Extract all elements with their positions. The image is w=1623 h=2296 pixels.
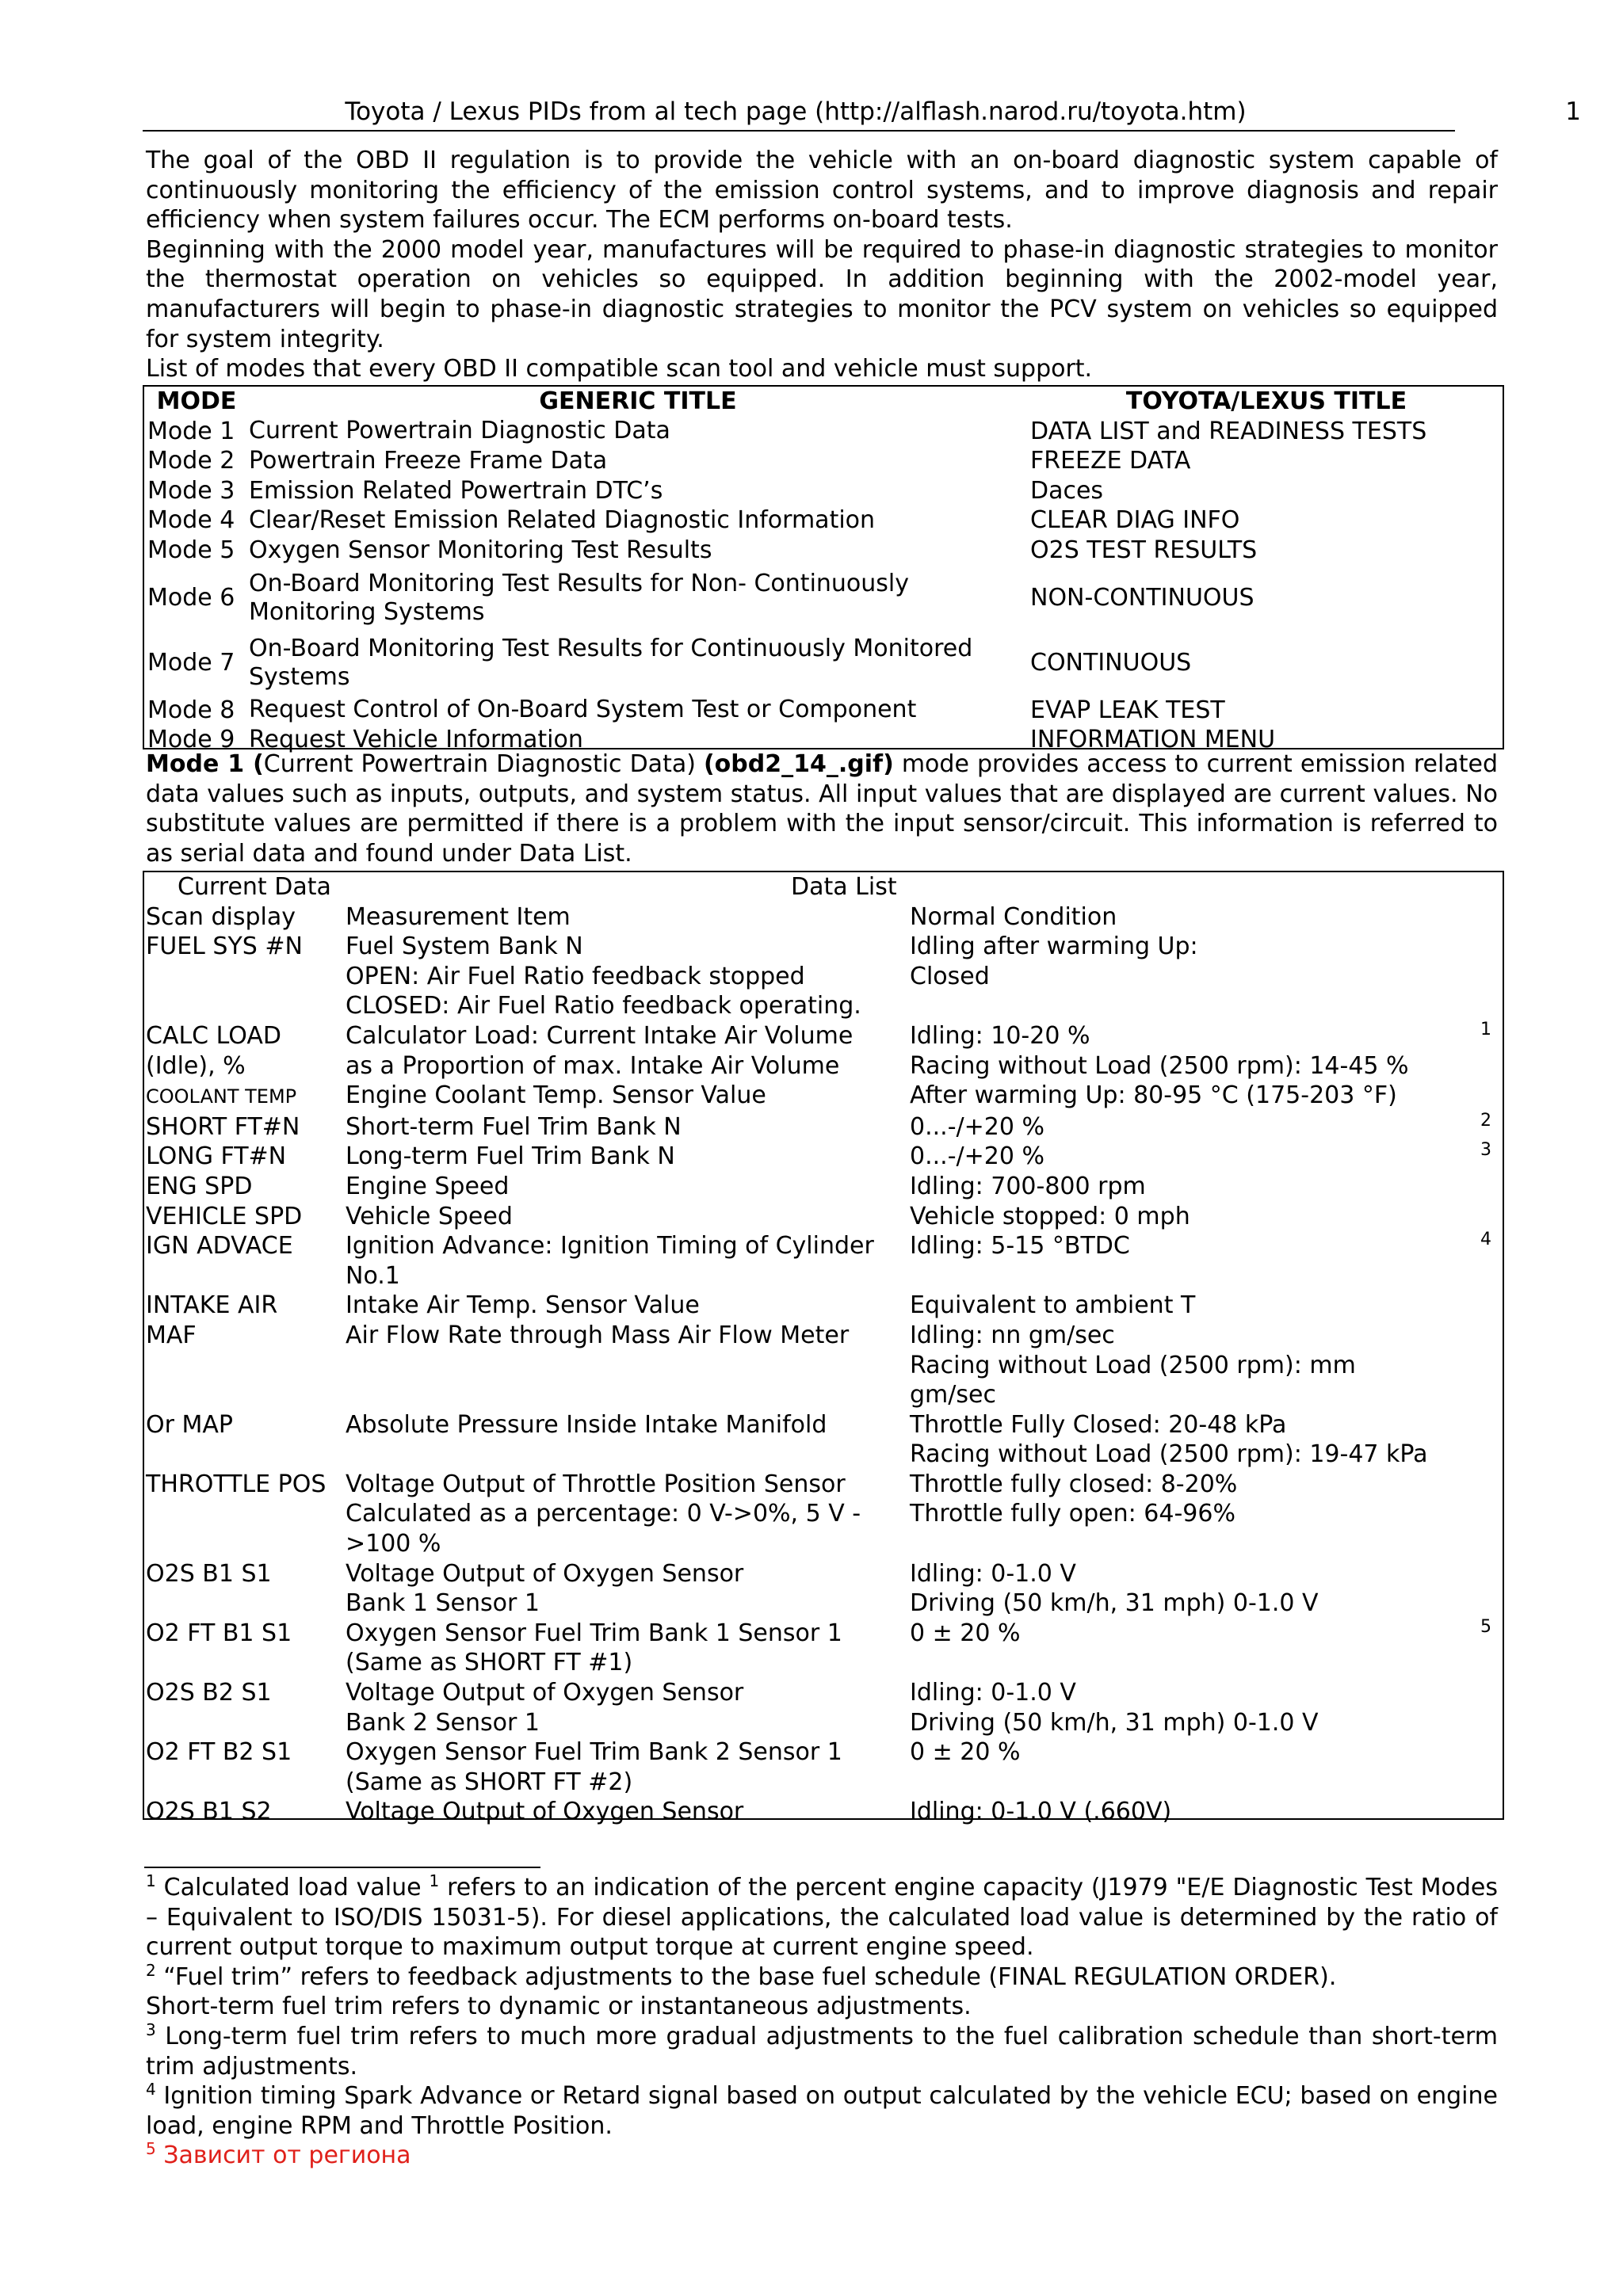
mode1-section bbox=[146, 749, 1498, 868]
header-scan-display: Scan display bbox=[146, 902, 296, 931]
normal-condition-cell bbox=[908, 1616, 1503, 1649]
footnote-2 bbox=[146, 1962, 1498, 1993]
scan-display-cell bbox=[144, 1797, 344, 1827]
normal-condition-cell bbox=[908, 1768, 1503, 1798]
scan-display-cell bbox=[144, 1142, 344, 1172]
normal-condition-cell-text: Idling: 700-800 rpm bbox=[910, 1172, 1146, 1200]
measurement-item-cell-text: Bank 2 Sensor 1 bbox=[346, 1708, 540, 1737]
normal-condition-cell bbox=[908, 1708, 1503, 1738]
normal-condition-cell-text: Idling: 0-1.0 V (.660V) bbox=[910, 1798, 1172, 1826]
scan-display-cell bbox=[144, 1081, 344, 1112]
measurement-item-cell bbox=[344, 1708, 908, 1738]
footnote-1-inner-marker: 1 bbox=[429, 1871, 440, 1890]
measurement-item-cell-text: (Same as SHORT FT #1) bbox=[346, 1649, 633, 1677]
measurement-item-cell-text: CLOSED: Air Fuel Ratio feedback operating. bbox=[346, 992, 861, 1020]
measurement-item-cell-text: Air Flow Rate through Mass Air Flow Meter bbox=[346, 1321, 850, 1349]
measurement-item-cell bbox=[344, 1499, 908, 1529]
normal-condition-cell bbox=[908, 1440, 1503, 1470]
footnote-rule bbox=[144, 1867, 540, 1868]
measurement-item-cell bbox=[344, 1351, 908, 1381]
mode1-paragraph bbox=[146, 749, 1498, 868]
header-rule bbox=[143, 130, 1455, 132]
page-number: 1 bbox=[1565, 97, 1581, 126]
scan-display-cell bbox=[144, 1708, 344, 1738]
mode-cell: Mode 4 bbox=[147, 506, 235, 535]
measurement-item-cell-text: Calculated as a percentage: 0 V->0%, 5 V - bbox=[346, 1500, 861, 1528]
measurement-item-cell bbox=[344, 991, 908, 1021]
generic-title-cell: Request Control of On-Board System Test or Component bbox=[249, 696, 917, 724]
measurement-item-cell bbox=[344, 1081, 908, 1112]
scan-display-cell bbox=[144, 1410, 344, 1440]
scan-display-cell bbox=[144, 1231, 344, 1261]
scan-display-cell bbox=[144, 932, 344, 962]
scan-display-cell-text: O2S B2 S1 bbox=[146, 1679, 272, 1707]
normal-condition-cell bbox=[908, 1351, 1503, 1381]
footnote-1-marker: 1 bbox=[146, 1871, 156, 1890]
footnote-reference: 3 bbox=[1480, 1140, 1491, 1161]
normal-condition-cell bbox=[908, 991, 1503, 1021]
data-list-row bbox=[144, 1231, 1503, 1261]
normal-condition-cell-text: Throttle fully open: 64-96% bbox=[910, 1500, 1235, 1528]
toyota-title-cell: CONTINUOUS bbox=[1030, 648, 1192, 677]
scan-display-cell bbox=[144, 1648, 344, 1678]
normal-condition-cell bbox=[908, 1021, 1503, 1051]
scan-display-cell-text: INTAKE AIR bbox=[146, 1291, 278, 1320]
normal-condition-cell bbox=[908, 1231, 1503, 1261]
data-list-row bbox=[144, 1172, 1503, 1202]
mode1-rest: mode provides access to current emission related data values such as inputs, outputs, and system status. All input values that are displayed are current values. No substitute values are permitted if there is a problem with the input sensor/circuit. This information is referred to as serial data and found under Data List. bbox=[146, 750, 1498, 868]
footnote-5-text: Зависит от региона bbox=[155, 2142, 411, 2170]
normal-condition-cell-text: Throttle Fully Closed: 20-48 kPa bbox=[910, 1410, 1287, 1439]
intro-paragraph-3: List of modes that every OBD II compatible scan tool and vehicle must support. bbox=[146, 355, 1093, 383]
measurement-item-cell-text: OPEN: Air Fuel Ratio feedback stopped bbox=[346, 962, 805, 990]
normal-condition-cell bbox=[908, 1678, 1503, 1708]
normal-condition-cell-text: Vehicle stopped: 0 mph bbox=[910, 1202, 1190, 1230]
scan-display-cell bbox=[144, 1470, 344, 1500]
normal-condition-cell-text: Driving (50 km/h, 31 mph) 0-1.0 V bbox=[910, 1589, 1319, 1618]
normal-condition-cell-text: Idling: nn gm/sec bbox=[910, 1321, 1115, 1349]
measurement-item-cell-text: >100 % bbox=[346, 1530, 441, 1558]
scan-display-cell-text: LONG FT#N bbox=[146, 1142, 287, 1171]
measurement-item-cell bbox=[344, 1172, 908, 1202]
toyota-title-cell: NON-CONTINUOUS bbox=[1030, 583, 1254, 612]
normal-condition-cell bbox=[908, 1797, 1503, 1827]
scan-display-cell-text: MAF bbox=[146, 1321, 197, 1349]
measurement-item-cell bbox=[344, 962, 908, 992]
mode-cell: Mode 1 bbox=[147, 417, 235, 445]
scan-display-cell-text: THROTTLE POS bbox=[146, 1470, 327, 1498]
normal-condition-cell bbox=[908, 1261, 1503, 1291]
measurement-item-cell-text: Oxygen Sensor Fuel Trim Bank 2 Sensor 1 bbox=[346, 1738, 842, 1767]
measurement-item-cell bbox=[344, 1231, 908, 1261]
generic-title-cell: On-Board Monitoring Test Results for Continuously Monitored Systems bbox=[249, 634, 973, 691]
generic-title-cell: Request Vehicle Information bbox=[249, 725, 583, 753]
measurement-item-cell bbox=[344, 1648, 908, 1678]
normal-condition-cell bbox=[908, 1142, 1503, 1172]
measurement-item-cell bbox=[344, 1291, 908, 1321]
normal-condition-cell-text: Closed bbox=[910, 962, 990, 990]
normal-condition-cell bbox=[908, 1410, 1503, 1440]
data-list-row bbox=[144, 1737, 1503, 1768]
normal-condition-cell-text: gm/sec bbox=[910, 1381, 996, 1409]
normal-condition-cell bbox=[908, 1112, 1503, 1142]
footnote-4 bbox=[146, 2081, 1498, 2141]
mode1-lead: Mode 1 ( bbox=[146, 750, 264, 778]
data-list-row bbox=[144, 991, 1503, 1021]
footnote-2-line-2: Short-term fuel trim refers to dynamic or instantaneous adjustments. bbox=[146, 1993, 972, 2021]
mode-row bbox=[144, 696, 1503, 726]
modes-header-toyota: TOYOTA/LEXUS TITLE bbox=[1125, 387, 1407, 415]
header-title: Toyota / Lexus PIDs from al tech page (http://alflash.narod.ru/toyota.htm) bbox=[345, 97, 1247, 126]
footnote-3-text: Long-term fuel trim refers to much more gradual adjustments to the fuel calibration schedule than short-term trim adjustments. bbox=[146, 2022, 1498, 2081]
data-list-row bbox=[144, 1021, 1503, 1051]
normal-condition-cell-text: Driving (50 km/h, 31 mph) 0-1.0 V bbox=[910, 1708, 1319, 1737]
normal-condition-cell-text: 0 ± 20 % bbox=[910, 1738, 1021, 1767]
measurement-item-cell bbox=[344, 1021, 908, 1051]
data-list-row bbox=[144, 1051, 1503, 1081]
normal-condition-cell-text: 0 ± 20 % bbox=[910, 1619, 1021, 1647]
scan-display-cell bbox=[144, 962, 344, 992]
normal-condition-cell-text: 0...-/+20 % bbox=[910, 1112, 1044, 1141]
intro-section bbox=[146, 146, 1498, 384]
mode1-file: (obd2_14_.gif) bbox=[703, 750, 894, 778]
data-list-row bbox=[144, 932, 1503, 962]
data-list-title-row bbox=[144, 872, 1503, 902]
measurement-item-cell-text: Long-term Fuel Trim Bank N bbox=[346, 1142, 675, 1171]
scan-display-cell-text: CALC LOAD bbox=[146, 1021, 282, 1050]
measurement-item-cell-text: Engine Coolant Temp. Sensor Value bbox=[346, 1081, 766, 1110]
scan-display-cell-text: COOLANT TEMP bbox=[146, 1085, 297, 1108]
scan-display-cell bbox=[144, 1499, 344, 1529]
normal-condition-cell bbox=[908, 1172, 1503, 1202]
scan-display-cell bbox=[144, 1291, 344, 1321]
footnotes bbox=[146, 1873, 1498, 2171]
normal-condition-cell-text: Idling: 0-1.0 V bbox=[910, 1559, 1076, 1588]
mode-row bbox=[144, 505, 1503, 536]
normal-condition-cell bbox=[908, 1202, 1503, 1232]
normal-condition-cell bbox=[908, 1380, 1503, 1410]
scan-display-cell bbox=[144, 1112, 344, 1142]
measurement-item-cell bbox=[344, 1440, 908, 1470]
footnote-reference: 1 bbox=[1480, 1019, 1491, 1039]
measurement-item-cell bbox=[344, 1529, 908, 1559]
footnote-1-text-b: refers to an indication of the percent engine capacity (J1979 "E/E Diagnostic Test Modes – Equivalent to ISO/DIS 15031-5). For diesel applications, the calculated load value is determined by the ratio of current output torque to maximum output torque at current engine speed. bbox=[146, 1874, 1498, 1962]
intro-paragraph-1: The goal of the OBD II regulation is to provide the vehicle with an on-board diagnostic system capable of continuously monitoring the efficiency of the emission control systems, and to improve diagnosis and repair efficiency when system failures occur. The ECM performs on-board tests. bbox=[146, 147, 1498, 235]
scan-display-cell-text: VEHICLE SPD bbox=[146, 1202, 303, 1230]
scan-display-cell-text: ENG SPD bbox=[146, 1172, 253, 1200]
measurement-item-cell bbox=[344, 1737, 908, 1768]
normal-condition-cell bbox=[908, 1589, 1503, 1619]
measurement-item-cell bbox=[344, 932, 908, 962]
normal-condition-cell-text: Idling: 10-20 % bbox=[910, 1021, 1090, 1050]
data-list-row bbox=[144, 1470, 1503, 1500]
data-list-row bbox=[144, 1499, 1503, 1529]
normal-condition-cell bbox=[908, 1051, 1503, 1081]
normal-condition-cell bbox=[908, 1499, 1503, 1529]
footnote-4-marker: 4 bbox=[146, 2080, 156, 2100]
scan-display-cell bbox=[144, 1321, 344, 1351]
normal-condition-cell-text: Idling: 5-15 °BTDC bbox=[910, 1232, 1130, 1261]
scan-display-cell bbox=[144, 1768, 344, 1798]
measurement-item-cell-text: Ignition Advance: Ignition Timing of Cylinder bbox=[346, 1232, 874, 1261]
mode-cell: Mode 9 bbox=[147, 726, 235, 754]
mode-row bbox=[144, 631, 1503, 696]
measurement-item-cell bbox=[344, 1142, 908, 1172]
measurement-item-cell bbox=[344, 1470, 908, 1500]
normal-condition-cell-text: Idling after warming Up: bbox=[910, 933, 1198, 961]
data-list-row bbox=[144, 1261, 1503, 1291]
scan-display-cell bbox=[144, 1261, 344, 1291]
generic-title-cell: Powertrain Freeze Frame Data bbox=[249, 446, 608, 475]
footnote-3 bbox=[146, 2019, 1498, 2081]
modes-header-mode: MODE bbox=[156, 387, 237, 415]
data-list-table bbox=[143, 871, 1504, 1826]
footnote-5-marker: 5 bbox=[146, 2139, 156, 2159]
normal-condition-cell bbox=[908, 1648, 1503, 1678]
mode-row bbox=[144, 536, 1503, 566]
normal-condition-cell-text: After warming Up: 80-95 °C (175-203 °F) bbox=[910, 1081, 1397, 1110]
data-list-header-row bbox=[144, 902, 1503, 933]
generic-title-cell: Current Powertrain Diagnostic Data bbox=[249, 417, 670, 445]
data-list-row bbox=[144, 1529, 1503, 1559]
measurement-item-cell bbox=[344, 1112, 908, 1142]
scan-display-cell-text: O2 FT B2 S1 bbox=[146, 1738, 292, 1767]
scan-display-cell-text: O2S B1 S1 bbox=[146, 1559, 272, 1588]
footnote-reference: 5 bbox=[1480, 1616, 1491, 1637]
data-list-row bbox=[144, 1351, 1503, 1381]
measurement-item-cell-text: Absolute Pressure Inside Intake Manifold bbox=[346, 1410, 827, 1439]
page-header bbox=[143, 93, 1581, 130]
measurement-item-cell-text: Voltage Output of Oxygen Sensor bbox=[346, 1798, 744, 1826]
toyota-title-cell: EVAP LEAK TEST bbox=[1030, 696, 1225, 724]
measurement-item-cell-text: (Same as SHORT FT #2) bbox=[346, 1768, 633, 1796]
normal-condition-cell-text: Throttle fully closed: 8-20% bbox=[910, 1470, 1238, 1498]
scan-display-cell-text: IGN ADVACE bbox=[146, 1232, 293, 1261]
normal-condition-cell-text: Racing without Load (2500 rpm): 14-45 % bbox=[910, 1051, 1409, 1080]
mode-row bbox=[144, 417, 1503, 447]
measurement-item-cell-text: Calculator Load: Current Intake Air Volume bbox=[346, 1021, 854, 1050]
mode-row bbox=[144, 566, 1503, 631]
modes-header-row bbox=[144, 387, 1503, 417]
normal-condition-cell-text: Racing without Load (2500 rpm): 19-47 kPa bbox=[910, 1440, 1428, 1469]
data-list-row bbox=[144, 1321, 1503, 1351]
footnote-1-text-a: Calculated load value bbox=[155, 1874, 430, 1901]
scan-display-cell bbox=[144, 991, 344, 1021]
measurement-item-cell bbox=[344, 1202, 908, 1232]
measurement-item-cell bbox=[344, 1619, 908, 1649]
toyota-title-cell: O2S TEST RESULTS bbox=[1030, 536, 1258, 564]
data-list-row bbox=[144, 1081, 1503, 1112]
footnote-5 bbox=[146, 2141, 1498, 2171]
scan-display-cell-text: FUEL SYS #N bbox=[146, 933, 303, 961]
data-list-label: Data List bbox=[791, 873, 897, 901]
toyota-title-cell: Daces bbox=[1030, 476, 1104, 505]
scan-display-cell bbox=[144, 1559, 344, 1589]
scan-display-cell bbox=[144, 1619, 344, 1649]
generic-title-cell: On-Board Monitoring Test Results for Non- Continuously Monitoring Systems bbox=[249, 569, 910, 626]
normal-condition-cell-text: Idling: 0-1.0 V bbox=[910, 1679, 1076, 1707]
normal-condition-cell bbox=[908, 1529, 1503, 1559]
scan-display-cell bbox=[144, 1440, 344, 1470]
normal-condition-cell-text: Racing without Load (2500 rpm): mm bbox=[910, 1351, 1356, 1379]
scan-display-cell bbox=[144, 1172, 344, 1202]
toyota-title-cell: DATA LIST and READINESS TESTS bbox=[1030, 417, 1427, 445]
measurement-item-cell-text: Intake Air Temp. Sensor Value bbox=[346, 1291, 700, 1320]
mode-cell: Mode 8 bbox=[147, 696, 235, 724]
measurement-item-cell-text: Engine Speed bbox=[346, 1172, 510, 1200]
normal-condition-cell bbox=[908, 1559, 1503, 1589]
normal-condition-cell bbox=[908, 1321, 1503, 1351]
data-list-row bbox=[144, 1768, 1503, 1798]
header-measurement-item: Measurement Item bbox=[346, 902, 571, 931]
data-list-row bbox=[144, 1678, 1503, 1708]
measurement-item-cell-text: Voltage Output of Oxygen Sensor bbox=[346, 1679, 744, 1707]
normal-condition-cell bbox=[908, 932, 1503, 962]
footnote-2-text: “Fuel trim” refers to feedback adjustments to the base fuel schedule (FINAL REGULATION ORDER). bbox=[155, 1962, 1337, 1991]
footnote-reference: 4 bbox=[1480, 1230, 1491, 1250]
generic-title-cell: Emission Related Powertrain DTC’s bbox=[249, 476, 663, 505]
scan-display-cell bbox=[144, 1737, 344, 1768]
measurement-item-cell-text: Oxygen Sensor Fuel Trim Bank 1 Sensor 1 bbox=[346, 1619, 842, 1647]
modes-table bbox=[143, 385, 1504, 754]
modes-header-generic: GENERIC TITLE bbox=[539, 387, 737, 415]
measurement-item-cell bbox=[344, 1410, 908, 1440]
data-list-row bbox=[144, 1410, 1503, 1440]
measurement-item-cell bbox=[344, 1321, 908, 1351]
data-list-row bbox=[144, 1380, 1503, 1410]
normal-condition-cell bbox=[908, 1737, 1503, 1768]
measurement-item-cell-text: Voltage Output of Oxygen Sensor bbox=[346, 1559, 744, 1588]
scan-display-cell bbox=[144, 1021, 344, 1051]
scan-display-cell-text: O2 FT B1 S1 bbox=[146, 1619, 292, 1647]
current-data-label: Current Data bbox=[178, 873, 331, 901]
footnote-3-marker: 3 bbox=[146, 2019, 156, 2039]
data-list-row bbox=[144, 1708, 1503, 1738]
toyota-title-cell: INFORMATION MENU bbox=[1030, 726, 1276, 754]
scan-display-cell bbox=[144, 1589, 344, 1619]
measurement-item-cell-text: Bank 1 Sensor 1 bbox=[346, 1589, 540, 1618]
mode-cell: Mode 2 bbox=[147, 447, 235, 475]
data-list-row bbox=[144, 1559, 1503, 1589]
measurement-item-cell bbox=[344, 1051, 908, 1081]
measurement-item-cell-text: Voltage Output of Throttle Position Sensor bbox=[346, 1470, 846, 1498]
measurement-item-cell bbox=[344, 1559, 908, 1589]
normal-condition-cell bbox=[908, 1081, 1503, 1112]
measurement-item-cell bbox=[344, 1589, 908, 1619]
scan-display-cell bbox=[144, 1529, 344, 1559]
scan-display-cell bbox=[144, 1202, 344, 1232]
scan-display-cell-text: Or MAP bbox=[146, 1410, 233, 1439]
mode-cell: Mode 7 bbox=[147, 648, 235, 677]
measurement-item-cell bbox=[344, 1678, 908, 1708]
generic-title-cell: Clear/Reset Emission Related Diagnostic Information bbox=[249, 506, 876, 535]
measurement-item-cell-text: No.1 bbox=[346, 1261, 400, 1290]
measurement-item-cell bbox=[344, 1768, 908, 1798]
data-list-row bbox=[144, 1112, 1503, 1142]
data-list-row bbox=[144, 1589, 1503, 1619]
footnote-1 bbox=[146, 1873, 1498, 1962]
data-list-row bbox=[144, 1797, 1503, 1827]
data-list-row bbox=[144, 1648, 1503, 1678]
scan-display-cell bbox=[144, 1051, 344, 1081]
measurement-item-cell bbox=[344, 1797, 908, 1827]
normal-condition-cell bbox=[908, 1470, 1503, 1500]
scan-display-cell-text: (Idle), % bbox=[146, 1051, 246, 1080]
data-list-row bbox=[144, 1202, 1503, 1232]
intro-paragraph-2: Beginning with the 2000 model year, manufactures will be required to phase-in diagnostic strategies to monitor the thermostat operation on vehicles so equipped. In addition beginning with the 2002-model year, manufacturers will begin to phase-in diagnostic strategies to monitor the PCV system on vehicles so equipped for system integrity. bbox=[146, 235, 1498, 353]
measurement-item-cell bbox=[344, 1261, 908, 1291]
normal-condition-cell bbox=[908, 962, 1503, 992]
mode-row bbox=[144, 476, 1503, 506]
footnote-2-marker: 2 bbox=[146, 1960, 156, 1980]
generic-title-cell: Oxygen Sensor Monitoring Test Results bbox=[249, 536, 712, 564]
mode1-lead-text: Current Powertrain Diagnostic Data) bbox=[263, 750, 704, 778]
scan-display-cell bbox=[144, 1351, 344, 1381]
scan-display-cell-text: SHORT FT#N bbox=[146, 1112, 300, 1141]
mode-cell: Mode 6 bbox=[147, 583, 235, 612]
data-list-row bbox=[144, 1619, 1503, 1649]
scan-display-cell bbox=[144, 1380, 344, 1410]
data-list-row bbox=[144, 962, 1503, 992]
measurement-item-cell-text: Fuel System Bank N bbox=[346, 933, 583, 961]
header-normal-condition: Normal Condition bbox=[910, 902, 1117, 931]
scan-display-cell bbox=[144, 1678, 344, 1708]
measurement-item-cell-text: as a Proportion of max. Intake Air Volume bbox=[346, 1051, 840, 1080]
scan-display-cell-text: O2S B1 S2 bbox=[146, 1798, 272, 1826]
footnote-reference: 2 bbox=[1480, 1110, 1491, 1131]
measurement-item-cell bbox=[344, 1380, 908, 1410]
toyota-title-cell: CLEAR DIAG INFO bbox=[1030, 506, 1240, 535]
measurement-item-cell-text: Vehicle Speed bbox=[346, 1202, 513, 1230]
toyota-title-cell: FREEZE DATA bbox=[1030, 447, 1191, 475]
mode-cell: Mode 5 bbox=[147, 536, 235, 564]
mode-cell: Mode 3 bbox=[147, 476, 235, 505]
footnote-4-text: Ignition timing Spark Advance or Retard signal based on output calculated by the vehicle ECU; based on engine load, engine RPM and Throttle Position. bbox=[146, 2082, 1498, 2140]
data-list-row bbox=[144, 1440, 1503, 1470]
mode-row bbox=[144, 446, 1503, 476]
measurement-item-cell-text: Short-term Fuel Trim Bank N bbox=[346, 1112, 682, 1141]
data-list-row bbox=[144, 1142, 1503, 1172]
normal-condition-cell-text: 0...-/+20 % bbox=[910, 1142, 1044, 1171]
normal-condition-cell-text: Equivalent to ambient T bbox=[910, 1291, 1196, 1320]
data-list-row bbox=[144, 1291, 1503, 1321]
normal-condition-cell bbox=[908, 1291, 1503, 1321]
